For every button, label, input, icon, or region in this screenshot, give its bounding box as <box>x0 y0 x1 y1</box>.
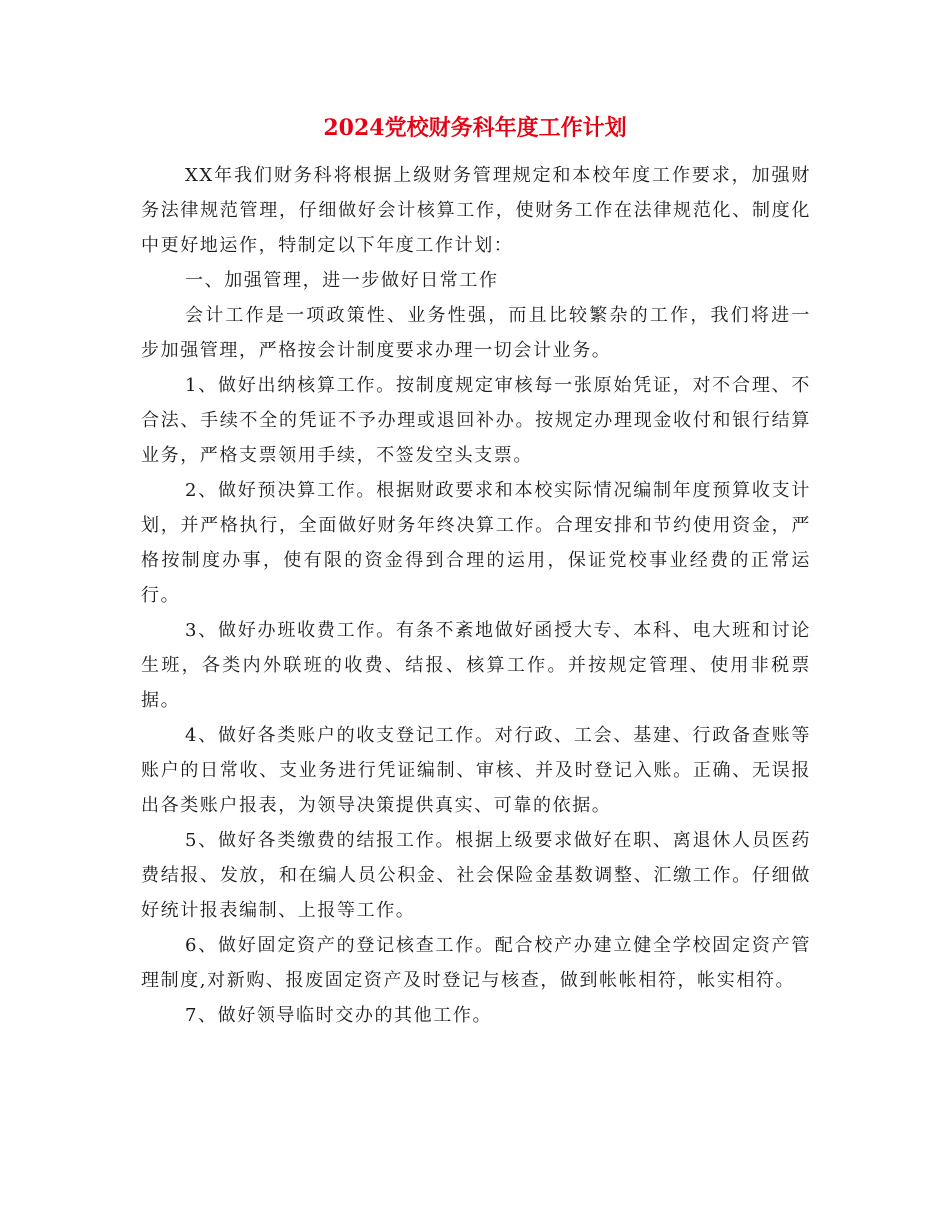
paragraph-item-6: 6、做好固定资产的登记核查工作。配合校产办建立健全学校固定资产管理制度,对新购、报废固定资产及时登记与核查，做到帐帐相符，帐实相符。 <box>141 935 811 991</box>
paragraph-intro: XX年我们财务科将根据上级财务管理规定和本校年度工作要求，加强财务法律规范管理，仔细做好会计核算工作，使财务工作在法律规范化、制度化中更好地运作，特制定以下年度工作计划： <box>141 165 811 256</box>
paragraph-item-7: 7、做好领导临时交办的其他工作。 <box>185 1005 493 1026</box>
paragraph-item-2: 2、做好预决算工作。根据财政要求和本校实际情况编制年度预算收支计划，并严格执行，全面做好财务年终决算工作。合理安排和节约使用资金，严格按制度办事，使有限的资金得到合理的运用，保证党校事业经费的正常运行。 <box>141 480 811 606</box>
paragraph-overview: 会计工作是一项政策性、业务性强，而且比较繁杂的工作，我们将进一步加强管理，严格按会计制度要求办理一切会计业务。 <box>141 305 811 361</box>
document-body <box>141 158 811 1033</box>
section-heading: 一、加强管理，进一步做好日常工作 <box>185 270 499 291</box>
paragraph-item-3: 3、做好办班收费工作。有条不紊地做好函授大专、本科、电大班和讨论生班，各类内外联班的收费、结报、核算工作。并按规定管理、使用非税票据。 <box>141 620 811 711</box>
paragraph-item-4: 4、做好各类账户的收支登记工作。对行政、工会、基建、行政备查账等账户的日常收、支业务进行凭证编制、审核、并及时登记入账。正确、无误报出各类账户报表，为领导决策提供真实、可靠的依据。 <box>141 725 811 816</box>
document-title: 2024党校财务科年度工作计划 <box>323 115 627 141</box>
paragraph-item-5: 5、做好各类缴费的结报工作。根据上级要求做好在职、离退休人员医药费结报、发放，和在编人员公积金、社会保险金基数调整、汇缴工作。仔细做好统计报表编制、上报等工作。 <box>141 830 811 921</box>
paragraph-item-1: 1、做好出纳核算工作。按制度规定审核每一张原始凭证，对不合理、不合法、手续不全的凭证不予办理或退回补办。按规定办理现金收付和银行结算业务，严格支票领用手续，不签发空头支票。 <box>141 375 811 466</box>
